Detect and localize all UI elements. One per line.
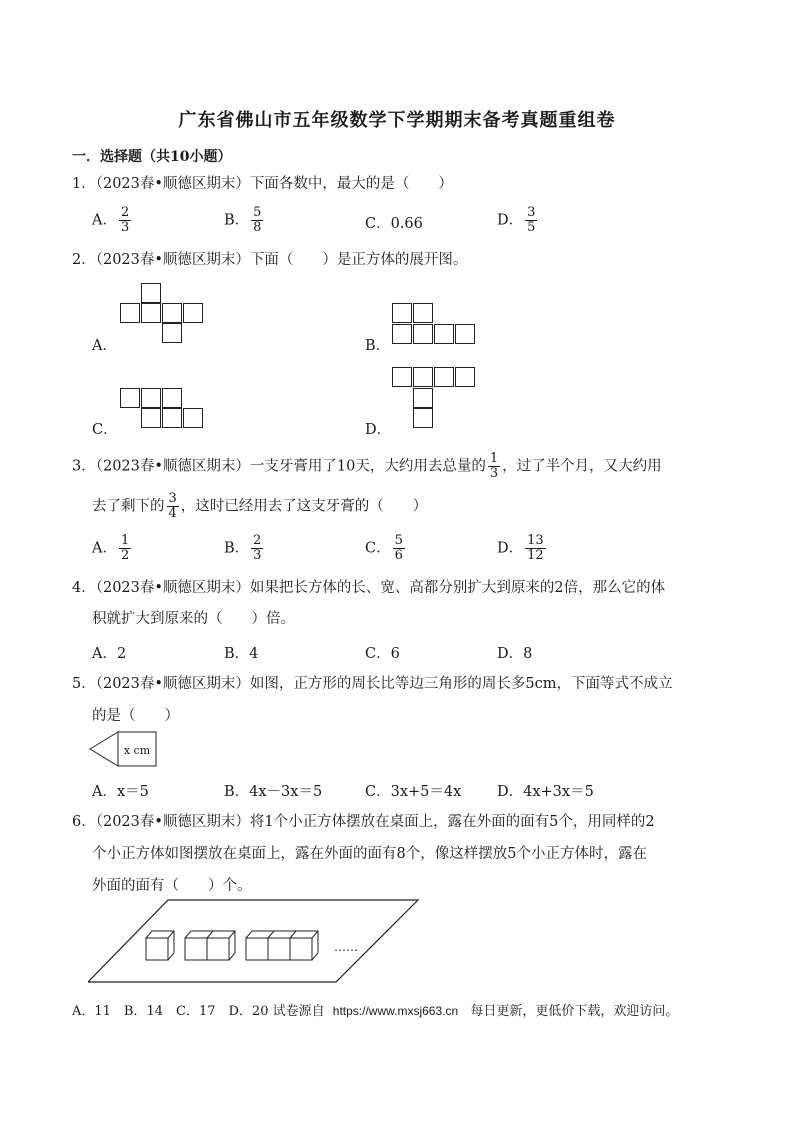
q3-fraction-2 bbox=[167, 492, 179, 521]
net-square bbox=[413, 303, 433, 323]
net-square bbox=[413, 388, 433, 408]
denominator: 3 bbox=[489, 466, 499, 481]
continuation-ellipsis: …… bbox=[334, 940, 358, 954]
q1-option-b-label: B． bbox=[224, 212, 250, 229]
net-square bbox=[162, 303, 182, 323]
q5-triangle-square-figure bbox=[88, 729, 160, 771]
section-heading: 一．选择题（共10小题） bbox=[72, 149, 232, 165]
numerator: 3 bbox=[168, 491, 177, 506]
q2-option-d[interactable]: D． bbox=[365, 422, 392, 438]
net-square bbox=[162, 323, 182, 343]
denominator: 5 bbox=[527, 220, 536, 235]
q5-option-c[interactable]: C．3x+5＝4x bbox=[365, 784, 462, 800]
source-label: 试卷源自 bbox=[272, 1004, 325, 1019]
three-cubes bbox=[246, 931, 318, 960]
q1-option-d-fraction bbox=[525, 206, 537, 235]
denominator: 6 bbox=[394, 548, 403, 563]
numerator: 13 bbox=[527, 533, 544, 548]
net-square bbox=[413, 367, 433, 387]
denominator: 2 bbox=[120, 548, 130, 563]
q5-option-d[interactable]: D．4x+3x＝5 bbox=[497, 784, 594, 800]
q4-option-a[interactable]: A．2 bbox=[92, 646, 127, 662]
net-square bbox=[434, 367, 454, 387]
numerator: 5 bbox=[253, 205, 262, 220]
net-square bbox=[392, 324, 412, 344]
q3-option-b-label: B． bbox=[224, 540, 250, 557]
net-square bbox=[120, 303, 140, 323]
q3-option-c-label: C． bbox=[365, 540, 391, 557]
q2-option-b[interactable]: B． bbox=[365, 338, 391, 354]
q3-line-1 bbox=[72, 452, 662, 481]
q3-stem-part3: 去了剩下的 bbox=[92, 498, 165, 515]
q3-line-2 bbox=[92, 492, 427, 521]
net-square bbox=[413, 324, 433, 344]
q1-option-d-label: D． bbox=[497, 212, 524, 229]
q3-stem-part4: ，这时已经用去了这支牙膏的（ ） bbox=[180, 498, 428, 515]
q3-option-a-fraction bbox=[119, 534, 131, 563]
q3-stem-part2: ，过了半个月，又大约用 bbox=[502, 458, 662, 475]
denominator: 8 bbox=[253, 220, 262, 235]
q6-cubes-figure bbox=[88, 898, 422, 984]
triangle-shape bbox=[90, 732, 118, 766]
q6-line-1: 6．（2023春•顺德区期末）将1个小正方体摆放在桌面上，露在外面的面有5个，用同样的2 bbox=[72, 814, 655, 830]
net-square bbox=[392, 303, 412, 323]
source-url-link[interactable]: https://www.mxsj663.cn bbox=[332, 1004, 459, 1018]
numerator: 2 bbox=[253, 533, 262, 548]
footer-note: 每日更新，更低价下载，欢迎访问。 bbox=[470, 1004, 679, 1019]
net-square bbox=[413, 408, 433, 428]
q1-option-a[interactable] bbox=[92, 206, 133, 235]
q6-answer-options: A．11 B．14 C．17 D．20 bbox=[72, 1004, 269, 1019]
numerator: 1 bbox=[489, 451, 499, 466]
q2-option-c[interactable]: C． bbox=[92, 422, 118, 438]
q3-option-d[interactable] bbox=[497, 534, 548, 563]
q4-option-d[interactable]: D．8 bbox=[497, 646, 533, 662]
q2-net-c bbox=[120, 388, 210, 432]
q3-option-c-fraction bbox=[393, 534, 405, 563]
q1-option-d[interactable] bbox=[497, 206, 539, 235]
q4-option-c[interactable]: C．6 bbox=[365, 646, 400, 662]
q3-option-c[interactable] bbox=[365, 534, 407, 563]
numerator: 1 bbox=[120, 533, 130, 548]
q6-line-2: 个小正方体如图摆放在桌面上，露在外面的面有8个，像这样摆放5个小正方体时，露在 bbox=[92, 846, 647, 862]
figure-label: x cm bbox=[123, 744, 151, 757]
net-square bbox=[162, 408, 182, 428]
q1-option-c[interactable]: C．0.66 bbox=[365, 216, 423, 232]
q2-option-a[interactable]: A． bbox=[92, 338, 117, 354]
q3-option-d-fraction bbox=[525, 534, 546, 563]
q1-option-b-fraction bbox=[251, 206, 263, 235]
q2-net-a bbox=[120, 283, 210, 345]
net-square bbox=[183, 408, 203, 428]
net-square bbox=[455, 324, 475, 344]
net-square bbox=[183, 303, 203, 323]
denominator: 4 bbox=[168, 506, 177, 521]
page-title: 广东省佛山市五年级数学下学期期末备考真题重组卷 bbox=[178, 110, 616, 131]
q1-stem: 1．（2023春•顺德区期末）下面各数中，最大的是（ ） bbox=[72, 176, 453, 192]
net-square bbox=[141, 283, 161, 303]
q3-option-d-label: D． bbox=[497, 540, 524, 557]
denominator: 3 bbox=[253, 548, 262, 563]
net-square bbox=[434, 324, 454, 344]
q5-option-a[interactable]: A．x＝5 bbox=[92, 784, 149, 800]
q1-option-b[interactable] bbox=[224, 206, 265, 235]
q2-net-d bbox=[392, 367, 482, 431]
q1-option-a-fraction bbox=[119, 206, 131, 235]
denominator: 3 bbox=[120, 220, 130, 235]
net-square bbox=[162, 388, 182, 408]
net-square bbox=[141, 388, 161, 408]
q3-option-a-label: A． bbox=[92, 540, 117, 557]
q2-stem: 2．（2023春•顺德区期末）下面（ ）是正方体的展开图。 bbox=[72, 252, 468, 268]
footer-line bbox=[72, 1000, 678, 1019]
q4-line-2: 积就扩大到原来的（ ）倍。 bbox=[92, 611, 295, 627]
net-square bbox=[455, 367, 475, 387]
denominator: 12 bbox=[527, 548, 544, 563]
net-square bbox=[141, 408, 161, 428]
q3-stem-part1: 3．（2023春•顺德区期末）一支牙膏用了10天，大约用去总量的 bbox=[72, 458, 486, 475]
two-cubes bbox=[185, 931, 235, 960]
net-square bbox=[141, 303, 161, 323]
numerator: 3 bbox=[527, 205, 536, 220]
q3-fraction-1 bbox=[488, 452, 500, 481]
q5-option-b[interactable]: B．4x－3x＝5 bbox=[224, 784, 323, 800]
q1-option-a-label: A． bbox=[92, 212, 117, 229]
net-square bbox=[120, 388, 140, 408]
q3-option-b-fraction bbox=[251, 534, 263, 563]
q3-option-b[interactable] bbox=[224, 534, 265, 563]
q4-option-b[interactable]: B．4 bbox=[224, 646, 259, 662]
q2-net-b bbox=[392, 303, 482, 347]
single-cube bbox=[146, 931, 174, 960]
numerator: 5 bbox=[394, 533, 403, 548]
q3-option-a[interactable] bbox=[92, 534, 133, 563]
q4-line-1: 4．（2023春•顺德区期末）如果把长方体的长、宽、高都分别扩大到原来的2倍，那么它的体 bbox=[72, 580, 666, 596]
net-square bbox=[392, 367, 412, 387]
tabletop-shape bbox=[88, 900, 418, 982]
q5-line-2: 的是（ ） bbox=[92, 708, 179, 724]
q6-line-3: 外面的面有（ ）个。 bbox=[92, 878, 252, 894]
numerator: 2 bbox=[120, 205, 130, 220]
q5-line-1: 5．（2023春•顺德区期末）如图，正方形的周长比等边三角形的周长多5cm，下面等式不成立 bbox=[72, 676, 673, 692]
